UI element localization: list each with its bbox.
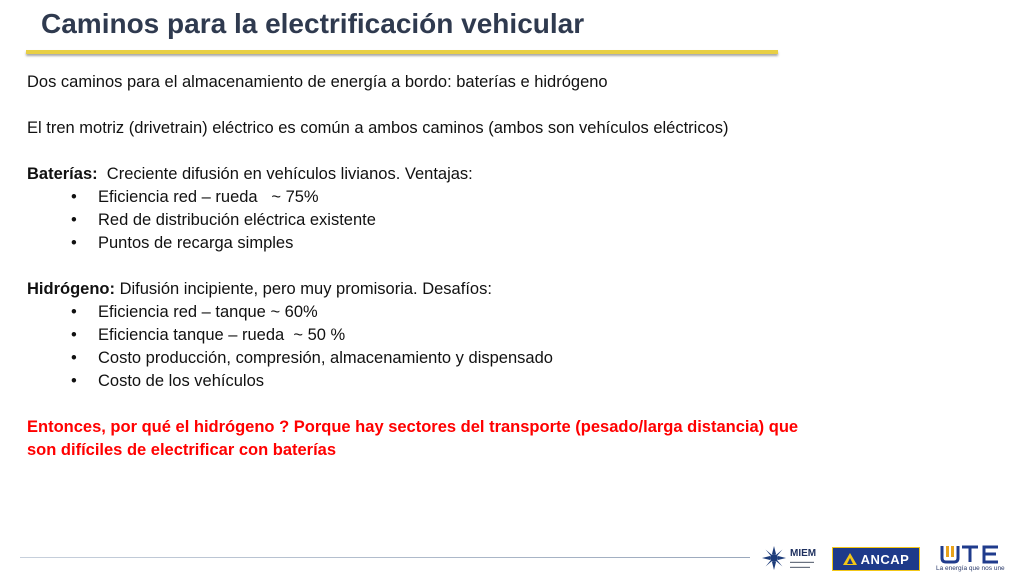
bullet-icon: •: [71, 372, 77, 390]
bullet-text: Eficiencia red – rueda ~ 75%: [98, 188, 319, 206]
list-item: [27, 370, 857, 393]
spacer: [27, 94, 857, 117]
list-item: [27, 232, 857, 255]
batteries-text: Creciente difusión en vehículos livianos. Ventajas:: [97, 165, 473, 183]
ancap-arrow-icon: [843, 553, 857, 565]
drivetrain-text: El tren motriz (drivetrain) eléctrico es común a ambos caminos (ambos son vehículos eléctricos): [27, 119, 729, 137]
conclusion-line-2: son difíciles de electrificar con baterías: [27, 441, 337, 459]
slide-title: Caminos para la electrificación vehicular: [41, 8, 585, 39]
bullet-icon: •: [71, 326, 77, 344]
spacer: [27, 140, 857, 163]
bullet-icon: •: [71, 349, 77, 367]
intro-text: Dos caminos para el almacenamiento de energía a bordo: baterías e hidrógeno: [27, 73, 608, 91]
hydrogen-label: Hidrógeno:: [27, 280, 115, 298]
miem-text: [790, 548, 816, 569]
list-item: [27, 186, 857, 209]
footer-divider: [20, 557, 750, 558]
hydrogen-heading: [27, 278, 857, 301]
spacer: [27, 255, 857, 278]
bullet-text: Eficiencia red – tanque ~ 60%: [98, 303, 318, 321]
bullet-text: Red de distribución eléctrica existente: [98, 211, 376, 229]
batteries-heading: [27, 163, 857, 186]
list-item: [27, 324, 857, 347]
bullet-text: Puntos de recarga simples: [98, 234, 294, 252]
miem-subtitle-lines: ▬▬▬▬▬▬ ▬▬▬▬▬: [790, 558, 814, 569]
miem-logo: [762, 545, 816, 571]
list-item: [27, 347, 857, 370]
list-item: [27, 301, 857, 324]
conclusion-line-1: Entonces, por qué el hidrógeno ? Porque hay sectores del transporte (pesado/larga distancia) que: [27, 418, 799, 436]
hydrogen-bullet-list: [27, 301, 857, 393]
bullet-text: Eficiencia tanque – rueda ~ 50 %: [98, 326, 346, 344]
title-underline: [26, 50, 778, 54]
slide-body: [27, 71, 857, 462]
ancap-name: ANCAP: [860, 551, 910, 567]
list-item: [27, 209, 857, 232]
bullet-icon: •: [71, 303, 77, 321]
bullet-icon: •: [71, 234, 77, 252]
miem-star-icon: [762, 546, 786, 570]
bullet-icon: •: [71, 188, 77, 206]
hydrogen-text: Difusión incipiente, pero muy promisoria. Desafíos:: [115, 280, 492, 298]
spacer: [27, 393, 857, 416]
bullet-text: Costo de los vehículos: [98, 372, 265, 390]
miem-name: MIEM: [790, 547, 817, 559]
bullet-text: Costo producción, compresión, almacenamiento y dispensado: [98, 349, 553, 367]
ancap-logo: [832, 547, 920, 571]
bullet-icon: •: [71, 211, 77, 229]
ute-logo: [936, 544, 1010, 574]
batteries-bullet-list: [27, 186, 857, 255]
batteries-label: Baterías:: [27, 165, 98, 183]
ute-tagline: La energía que nos une: [936, 565, 1005, 572]
ute-logo-icon: [940, 544, 1006, 564]
